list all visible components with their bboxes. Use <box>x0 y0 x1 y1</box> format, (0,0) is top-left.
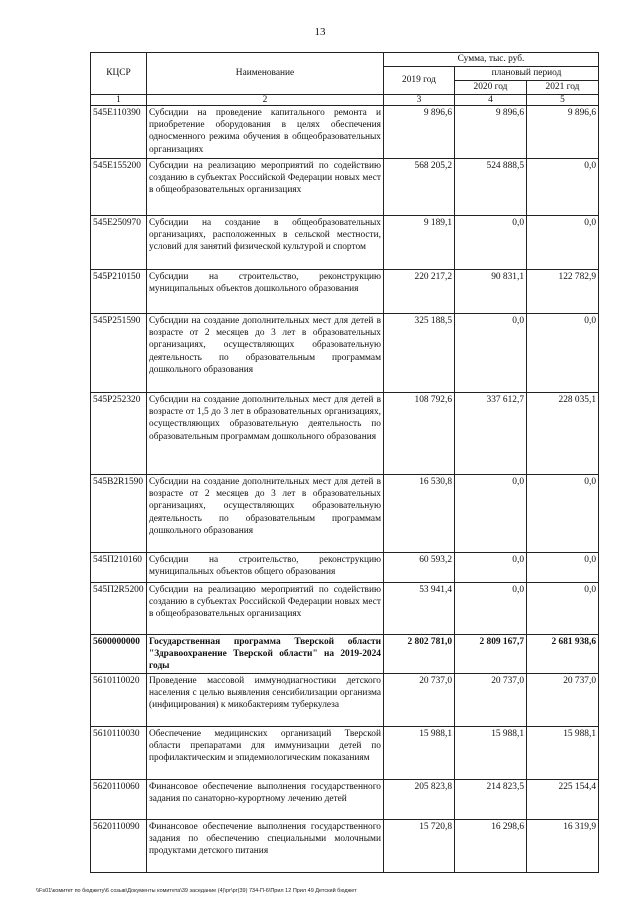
table-row <box>91 314 599 393</box>
kcsr-code: 5610110020 <box>91 673 147 726</box>
table-row <box>91 106 599 159</box>
item-name: Субсидии на проведение капитального ремонта и приобретение оборудования в целях обеспечения односменного режима обучения в общеобразовательных организациях <box>147 106 384 159</box>
amount-2021: 0,0 <box>527 159 599 216</box>
table-row <box>91 673 599 726</box>
amount-2019: 2 802 781,0 <box>384 635 455 674</box>
amount-2020: 0,0 <box>455 314 527 393</box>
budget-table <box>90 52 599 873</box>
amount-2020: 337 612,7 <box>455 393 527 475</box>
amount-2020: 214 823,5 <box>455 779 527 819</box>
item-name: Финансовое обеспечение выполнения государственного задания по обеспечению специальными молочными продуктами детского питания <box>147 819 384 872</box>
kcsr-code: 545П2R5200 <box>91 583 147 635</box>
amount-2019: 53 941,4 <box>384 583 455 635</box>
amount-2019: 16 530,8 <box>384 475 455 553</box>
amount-2021: 0,0 <box>527 314 599 393</box>
item-name: Субсидии на создание дополнительных мест для детей в возрасте от 1,5 до 3 лет в образовательных организациях, осуществляющих образовательную деятельность по образовательным программам дошкольного образования <box>147 393 384 475</box>
amount-2019: 15 988,1 <box>384 726 455 779</box>
header-planned-period: плановый период <box>455 67 599 81</box>
kcsr-code: 545E155200 <box>91 159 147 216</box>
table-row <box>91 159 599 216</box>
table-row <box>91 779 599 819</box>
kcsr-code: 5620110090 <box>91 819 147 872</box>
amount-2021: 0,0 <box>527 583 599 635</box>
header-code: КЦСР <box>91 53 147 95</box>
kcsr-code: 5620110060 <box>91 779 147 819</box>
item-name: Субсидии на создание дополнительных мест для детей в возрасте от 2 месяцев до 3 лет в образовательных организациях, осуществляющих образовательную деятельность по образовательным программам дошкольного образования <box>147 475 384 553</box>
amount-2019: 60 593,2 <box>384 553 455 583</box>
item-name: Субсидии на реализацию мероприятий по содействию созданию в субъектах Российской Федерации новых мест в общеобразовательных организациях <box>147 159 384 216</box>
amount-2021: 16 319,9 <box>527 819 599 872</box>
kcsr-code: 545E250970 <box>91 216 147 270</box>
kcsr-code: 545E110390 <box>91 106 147 159</box>
item-name: Обеспечение медицинских организаций Тверской области препаратами для иммунизации детей по профилактическим и эпидемиологическим показаниям <box>147 726 384 779</box>
amount-2021: 0,0 <box>527 216 599 270</box>
amount-2019: 108 792,6 <box>384 393 455 475</box>
item-name: Субсидии на строительство, реконструкцию муниципальных объектов общего образования <box>147 553 384 583</box>
kcsr-code: 545B2R1590 <box>91 475 147 553</box>
header-year-2020: 2020 год <box>455 81 527 95</box>
kcsr-code: 545P210150 <box>91 270 147 314</box>
header-year-2019: 2019 год <box>384 67 455 95</box>
item-name: Проведение массовой иммунодиагностики детского населения с целью выявления сенсибилизации организма (инфицирования) к микобактериям туберкулеза <box>147 673 384 726</box>
amount-2020: 20 737,0 <box>455 673 527 726</box>
table-row <box>91 635 599 674</box>
table-row <box>91 553 599 583</box>
amount-2020: 524 888,5 <box>455 159 527 216</box>
amount-2019: 9 189,1 <box>384 216 455 270</box>
table-row <box>91 583 599 635</box>
table-row <box>91 216 599 270</box>
item-name: Субсидии на строительство, реконструкцию муниципальных объектов дошкольного образования <box>147 270 384 314</box>
item-name: Субсидии на создание в общеобразовательных организациях, расположенных в сельской местности, условий для занятий физической культурой и спортом <box>147 216 384 270</box>
amount-2019: 9 896,6 <box>384 106 455 159</box>
amount-2021: 0,0 <box>527 553 599 583</box>
item-name: Субсидии на реализацию мероприятий по содействию созданию в субъектах Российской Федерации новых мест в общеобразовательных организациях <box>147 583 384 635</box>
amount-2019: 325 188,5 <box>384 314 455 393</box>
item-name: Финансовое обеспечение выполнения государственного задания по санаторно-курортному лечению детей <box>147 779 384 819</box>
kcsr-code: 5600000000 <box>91 635 147 674</box>
amount-2021: 20 737,0 <box>527 673 599 726</box>
amount-2020: 90 831,1 <box>455 270 527 314</box>
amount-2019: 568 205,2 <box>384 159 455 216</box>
page-number: 13 <box>314 26 326 38</box>
amount-2019: 220 217,2 <box>384 270 455 314</box>
amount-2020: 15 988,1 <box>455 726 527 779</box>
kcsr-code: 545P251590 <box>91 314 147 393</box>
header-year-2021: 2021 год <box>527 81 599 95</box>
amount-2020: 16 298,6 <box>455 819 527 872</box>
amount-2020: 0,0 <box>455 216 527 270</box>
item-name: Субсидии на создание дополнительных мест для детей в возрасте от 2 месяцев до 3 лет в образовательных организациях, осуществляющих образовательную деятельность по образовательным программам дошкольного образования <box>147 314 384 393</box>
amount-2021: 9 896,6 <box>527 106 599 159</box>
amount-2021: 225 154,4 <box>527 779 599 819</box>
header-sum: Сумма, тыс. руб. <box>384 53 599 67</box>
file-path-footer: \\Fs01\комитет по бюджету\6 созыв\Документы комитета\39 заседание (4)\рг\рг(39) 734-П-6\Прил 12 Прил 49 Детский бюджет <box>36 888 357 894</box>
item-name: Государственная программа Тверской области "Здравоохранение Тверской области" на 2019-2024 годы <box>147 635 384 674</box>
amount-2019: 15 720,8 <box>384 819 455 872</box>
kcsr-code: 545П210160 <box>91 553 147 583</box>
column-index-row <box>91 95 599 106</box>
amount-2020: 0,0 <box>455 553 527 583</box>
kcsr-code: 545P252320 <box>91 393 147 475</box>
amount-2020: 9 896,6 <box>455 106 527 159</box>
column-index: 5 <box>527 95 599 106</box>
amount-2021: 0,0 <box>527 475 599 553</box>
column-index: 3 <box>384 95 455 106</box>
table-row <box>91 270 599 314</box>
table-row <box>91 393 599 475</box>
amount-2019: 20 737,0 <box>384 673 455 726</box>
table-row <box>91 819 599 872</box>
amount-2021: 2 681 938,6 <box>527 635 599 674</box>
column-index: 1 <box>91 95 147 106</box>
amount-2020: 0,0 <box>455 475 527 553</box>
kcsr-code: 5610110030 <box>91 726 147 779</box>
amount-2021: 122 782,9 <box>527 270 599 314</box>
table-row <box>91 726 599 779</box>
amount-2020: 2 809 167,7 <box>455 635 527 674</box>
column-index: 4 <box>455 95 527 106</box>
header-name: Наименование <box>147 53 384 95</box>
amount-2021: 228 035,1 <box>527 393 599 475</box>
amount-2020: 0,0 <box>455 583 527 635</box>
table-row <box>91 475 599 553</box>
amount-2019: 205 823,8 <box>384 779 455 819</box>
amount-2021: 15 988,1 <box>527 726 599 779</box>
column-index: 2 <box>147 95 384 106</box>
